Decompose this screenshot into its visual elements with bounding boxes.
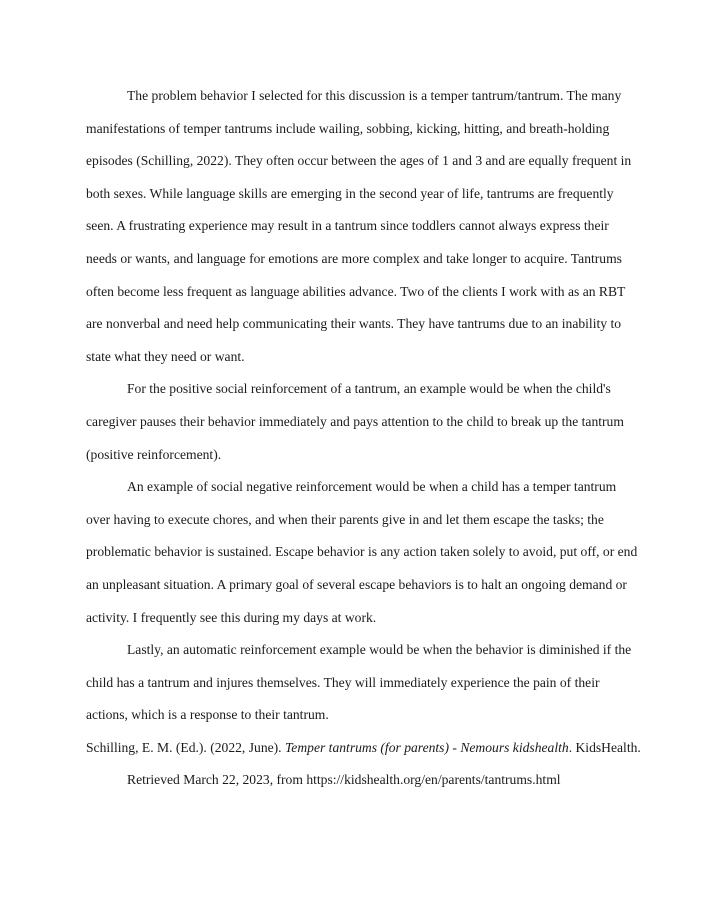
reference-entry bbox=[86, 732, 642, 797]
paragraph-negative-reinforcement: An example of social negative reinforcement would be when a child has a temper tantrum over having to execute chores, and when their parents give in and let them escape the tasks; the problematic behavior is sustained. Escape behavior is any action taken solely to avoid, put off, or end an unpleasant situation. A primary goal of several escape behaviors is to halt an ongoing demand or activity. I frequently see this during my days at work. bbox=[86, 479, 638, 625]
document-body bbox=[86, 80, 642, 797]
paragraph-positive-reinforcement: For the positive social reinforcement of a tantrum, an example would be when the child's caregiver pauses their behavior immediately and pays attention to the child to break up the tantrum (positive reinforcement). bbox=[86, 381, 624, 462]
reference-title: Temper tantrums (for parents) - Nemours kidshealth bbox=[284, 739, 569, 755]
reference-source: . KidsHealth. Retrieved March 22, 2023, from https://kidshealth.org/en/parents/tantrums.html bbox=[127, 739, 641, 788]
reference-authors: Schilling, E. M. (Ed.). (2022, June). bbox=[86, 739, 285, 755]
paragraph-automatic-reinforcement: Lastly, an automatic reinforcement example would be when the behavior is diminished if the child has a tantrum and injures themselves. They will immediately experience the pain of their actions, which is a response to their tantrum. bbox=[86, 642, 632, 723]
paragraph-problem-behavior: The problem behavior I selected for this discussion is a temper tantrum/tantrum. The many manifestations of temper tantrums include wailing, sobbing, kicking, hitting, and breath-holding episodes (Schilling, 2022). They often occur between the ages of 1 and 3 and are equally frequent in both sexes. While language skills are emerging in the second year of life, tantrums are frequently seen. A frustrating experience may result in a tantrum since toddlers cannot always express their needs or wants, and language for emotions are more complex and take longer to acquire. Tantrums often become less frequent as language abilities advance. Two of the clients I work with as an RBT are nonverbal and need help communicating their wants. They have tantrums due to an inability to state what they need or want. bbox=[86, 88, 632, 364]
